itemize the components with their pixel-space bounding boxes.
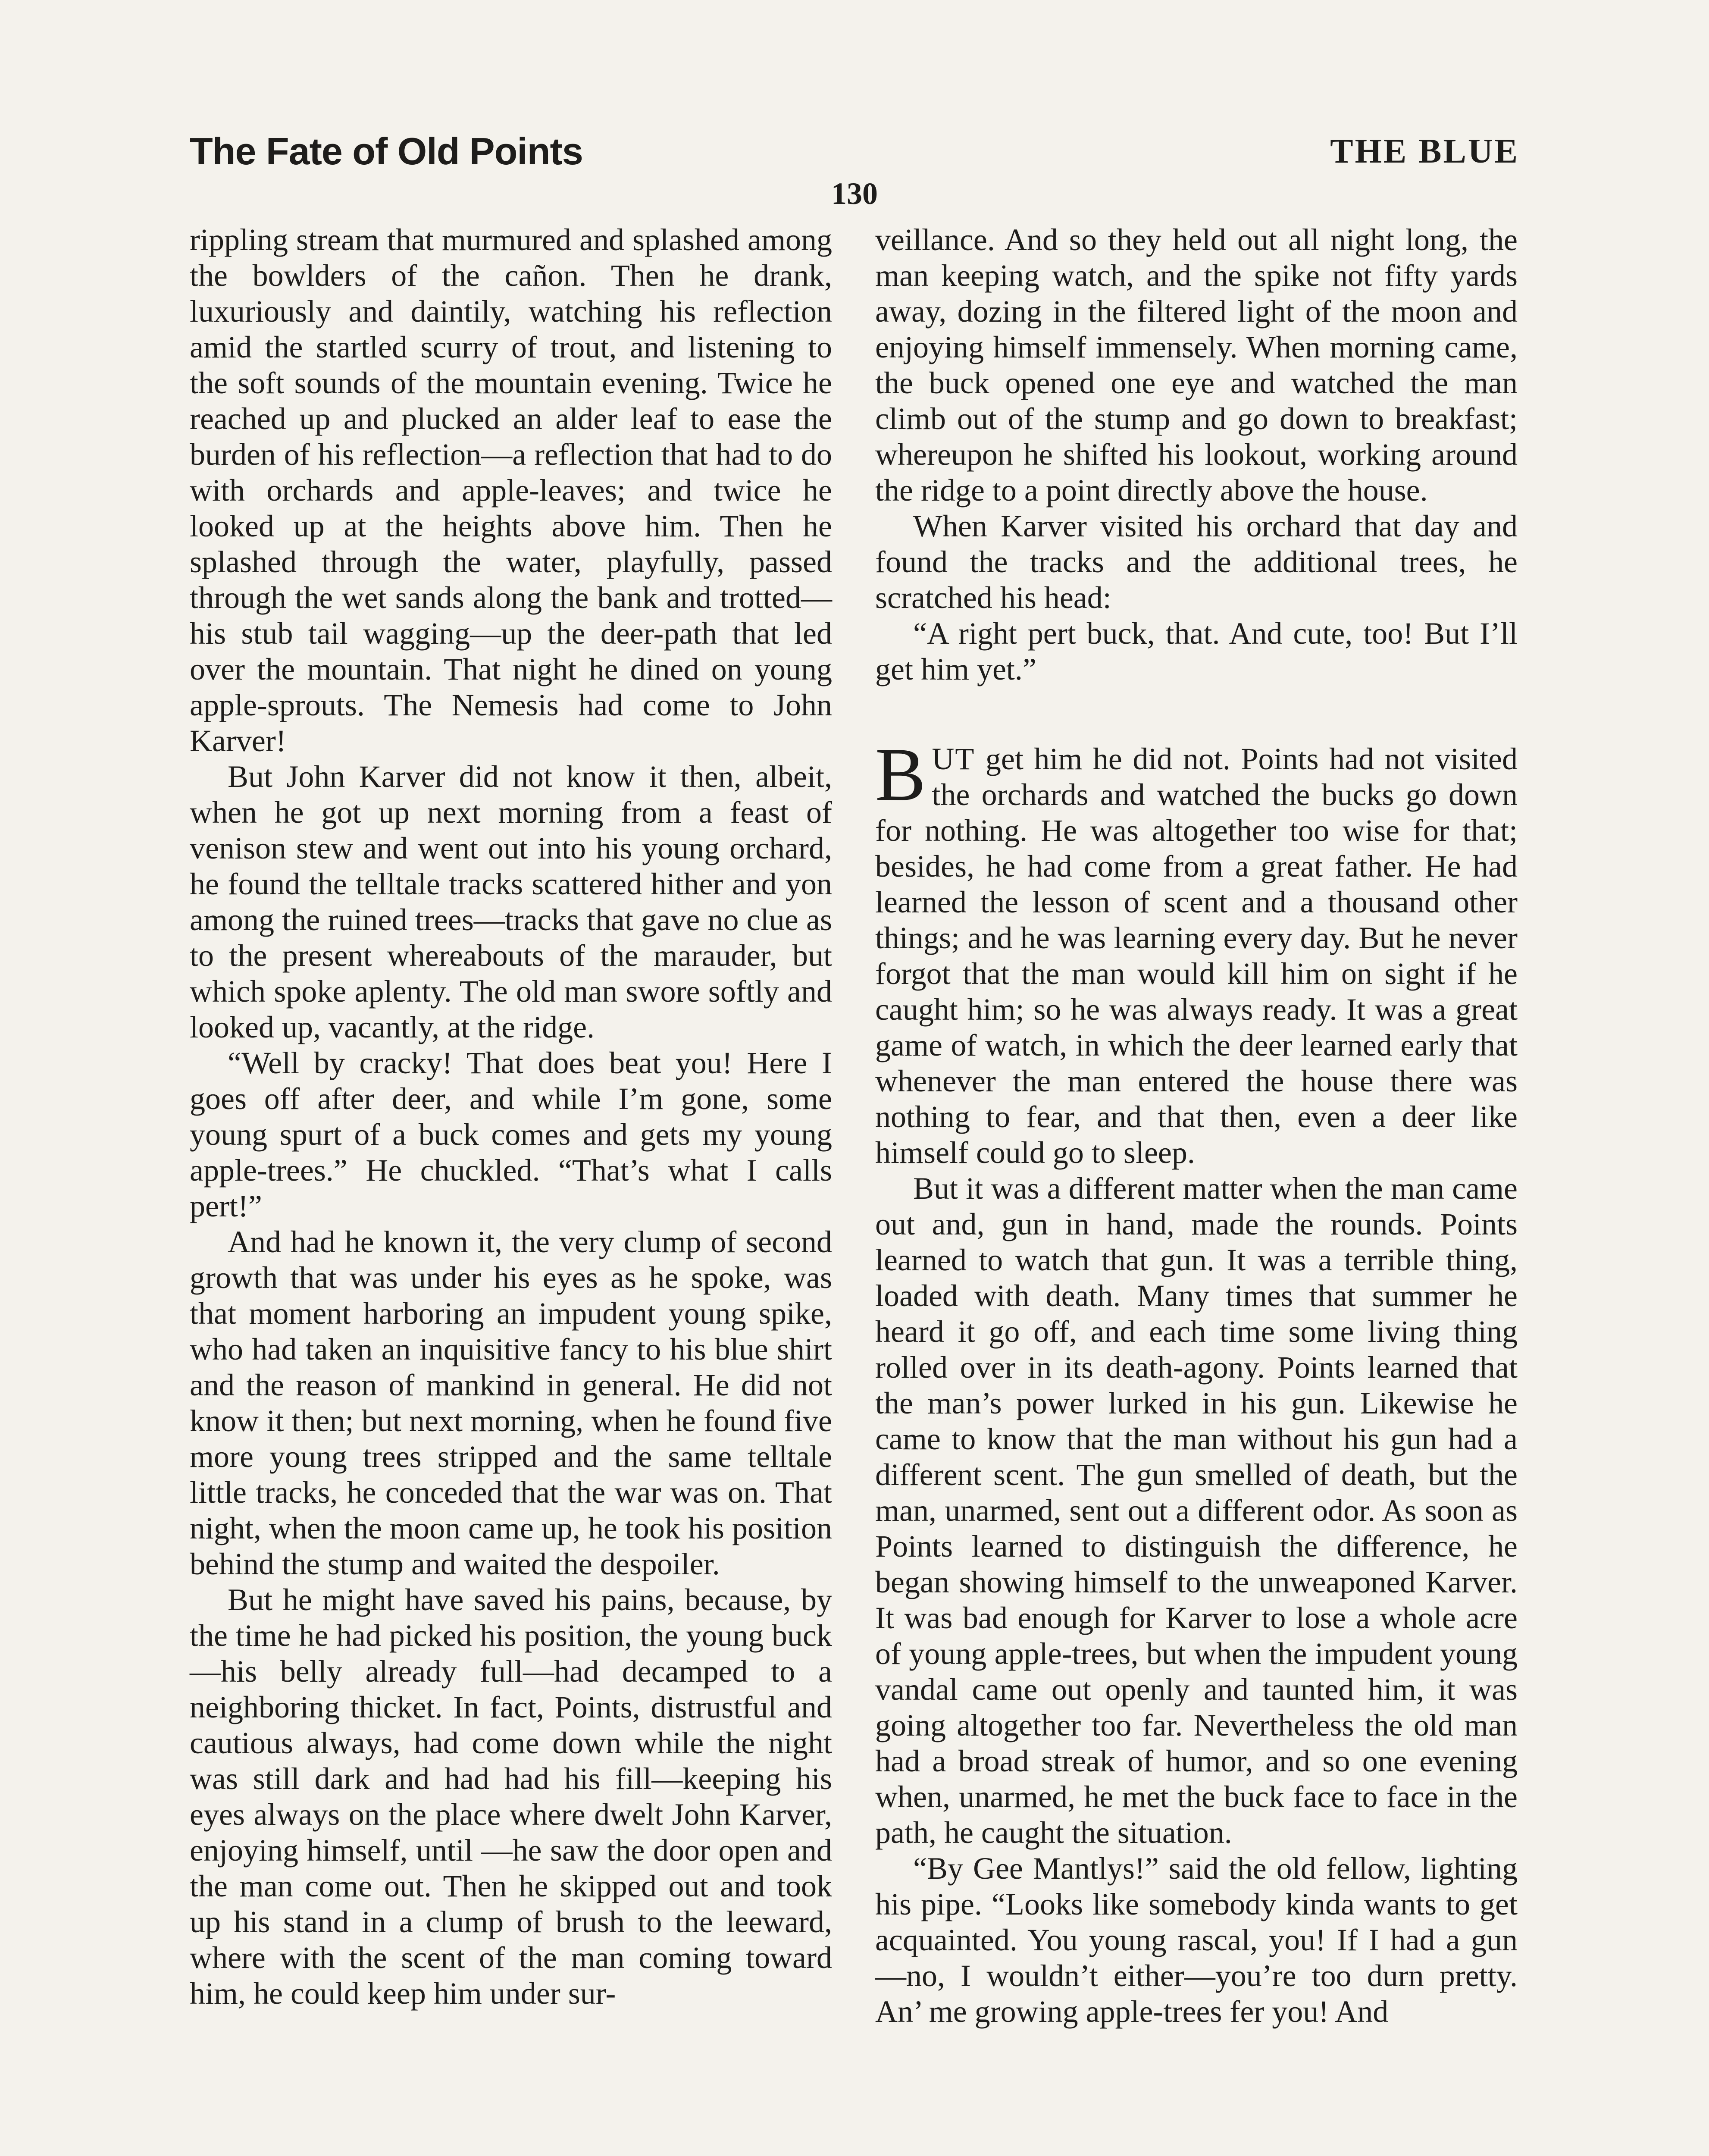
paragraph: “By Gee Mantlys!” said the old fellow, lighting his pipe. “Looks like somebody kinda wants to get acquainted. You young rascal, you! If I had a gun—no, I wouldn’t either—you’re too durn pretty. An’ me growing apple-trees fer you! And <box>875 1851 1518 2029</box>
paragraph: veillance. And so they held out all night long, the man keeping watch, and the spike not fifty yards away, dozing in the filtered light of the moon and enjoying himself immensely. When morning came, the buck opened one eye and watched the man climb out of the stump and go down to breakfast; whereupon he shifted his lookout, working around the ridge to a point directly above the house. <box>875 222 1518 508</box>
paragraph: And had he known it, the very clump of second growth that was under his eyes as he spoke, was that moment harboring an impudent young spike, who had taken an inquisitive fancy to his blue shirt and the reason of mankind in general. He did not know it then; but next morning, when he found five more young trees stripped and the same telltale little tracks, he conceded that the war was on. That night, when the moon came up, he took his position behind the stump and waited the despoiler. <box>190 1225 832 1581</box>
paragraph: But it was a different matter when the man came out and, gun in hand, made the rounds. Points learned to watch that gun. It was a terrible thing, loaded with death. Many times that summer he heard it go off, and each time some living thing rolled over in its death-agony. Points learned that the man’s power lurked in his gun. Likewise he came to know that the man without his gun had a different scent. The gun smelled of death, but the man, unarmed, sent out a different odor. As soon as Points learned to distinguish the difference, he began showing himself to the unweaponed Karver. It was bad enough for Karver to lose a whole acre of young apple-trees, but when the impudent young vandal came out openly and taunted him, it was going altogether too far. Nevertheless the old man had a broad streak of humor, and so one evening when, unarmed, he met the buck face to face in the path, he caught the situation. <box>875 1171 1518 1850</box>
paragraph: But John Karver did not know it then, albeit, when he got up next morning from a feast of venison stew and went out into his young orchard, he found the telltale tracks scattered hither and yon among the ruined trees—tracks that gave no clue as to the present whereabouts of the marauder, but which spoke aplenty. The old man swore softly and looked up, vacantly, at the ridge. <box>190 759 832 1044</box>
magazine-name: THE BLUE <box>1330 132 1519 170</box>
paragraph: When Karver visited his orchard that day and found the tracks and the additional trees, he scratched his head: <box>875 509 1518 615</box>
paragraph: “A right pert buck, that. And cute, too! But I’ll get him yet.” <box>875 616 1518 686</box>
section-lead-caps: UT <box>932 742 975 776</box>
paragraph: rippling stream that murmured and splashed among the bowlders of the cañon. Then he drank, luxuriously and daintily, watching his reflection amid the startled scurry of trout, and listening to the soft sounds of the mountain evening. Twice he reached up and plucked an alder leaf to ease the burden of his reflection—a reflection that had to do with orchards and apple-leaves; and twice he looked up at the heights above him. Then he splashed through the water, playfully, passed through the wet sands along the bank and trotted—his stub tail wagging—up the deer-path that led over the mountain. That night he dined on young apple-sprouts. The Nemesis had come to John Karver! <box>190 222 832 758</box>
paragraph: But he might have saved his pains, because, by the time he had picked his position, the young buck—his belly already full—had decamped to a neighboring thicket. In fact, Points, distrustful and cautious always, had come down while the night was still dark and had had his fill—keeping his eyes always on the place where dwelt John Karver, enjoying himself, until —he saw the door open and the man come out. Then he skipped out and took up his stand in a clump of brush to the leeward, where with the scent of the man coming toward him, he could keep him under sur- <box>190 1583 832 2011</box>
paragraph: “Well by cracky! That does beat you! Here I goes off after deer, and while I’m gone, some young spurt of a buck comes and gets my young apple-trees.” He chuckled. “That’s what I calls pert!” <box>190 1046 832 1223</box>
drop-cap: B <box>875 733 926 817</box>
right-column <box>875 222 1518 2030</box>
left-column <box>190 222 832 2012</box>
paragraph-text: get him he did not. Points had not visited the orchards and watched the bucks go down for nothing. He was altogether too wise for that; besides, he had come from a great father. He had learned the lesson of scent and a thousand other things; and he was learning every day. But he never forgot that the man would kill him on sight if he caught him; so he was always ready. It was a great game of watch, in which the deer learned early that whenever the man entered the house there was nothing to fear, and that then, even a deer like himself could go to sleep. <box>875 742 1518 1170</box>
page-number: 130 <box>831 176 878 211</box>
story-title: The Fate of Old Points <box>190 130 583 172</box>
section-opening-paragraph <box>875 733 1518 1171</box>
